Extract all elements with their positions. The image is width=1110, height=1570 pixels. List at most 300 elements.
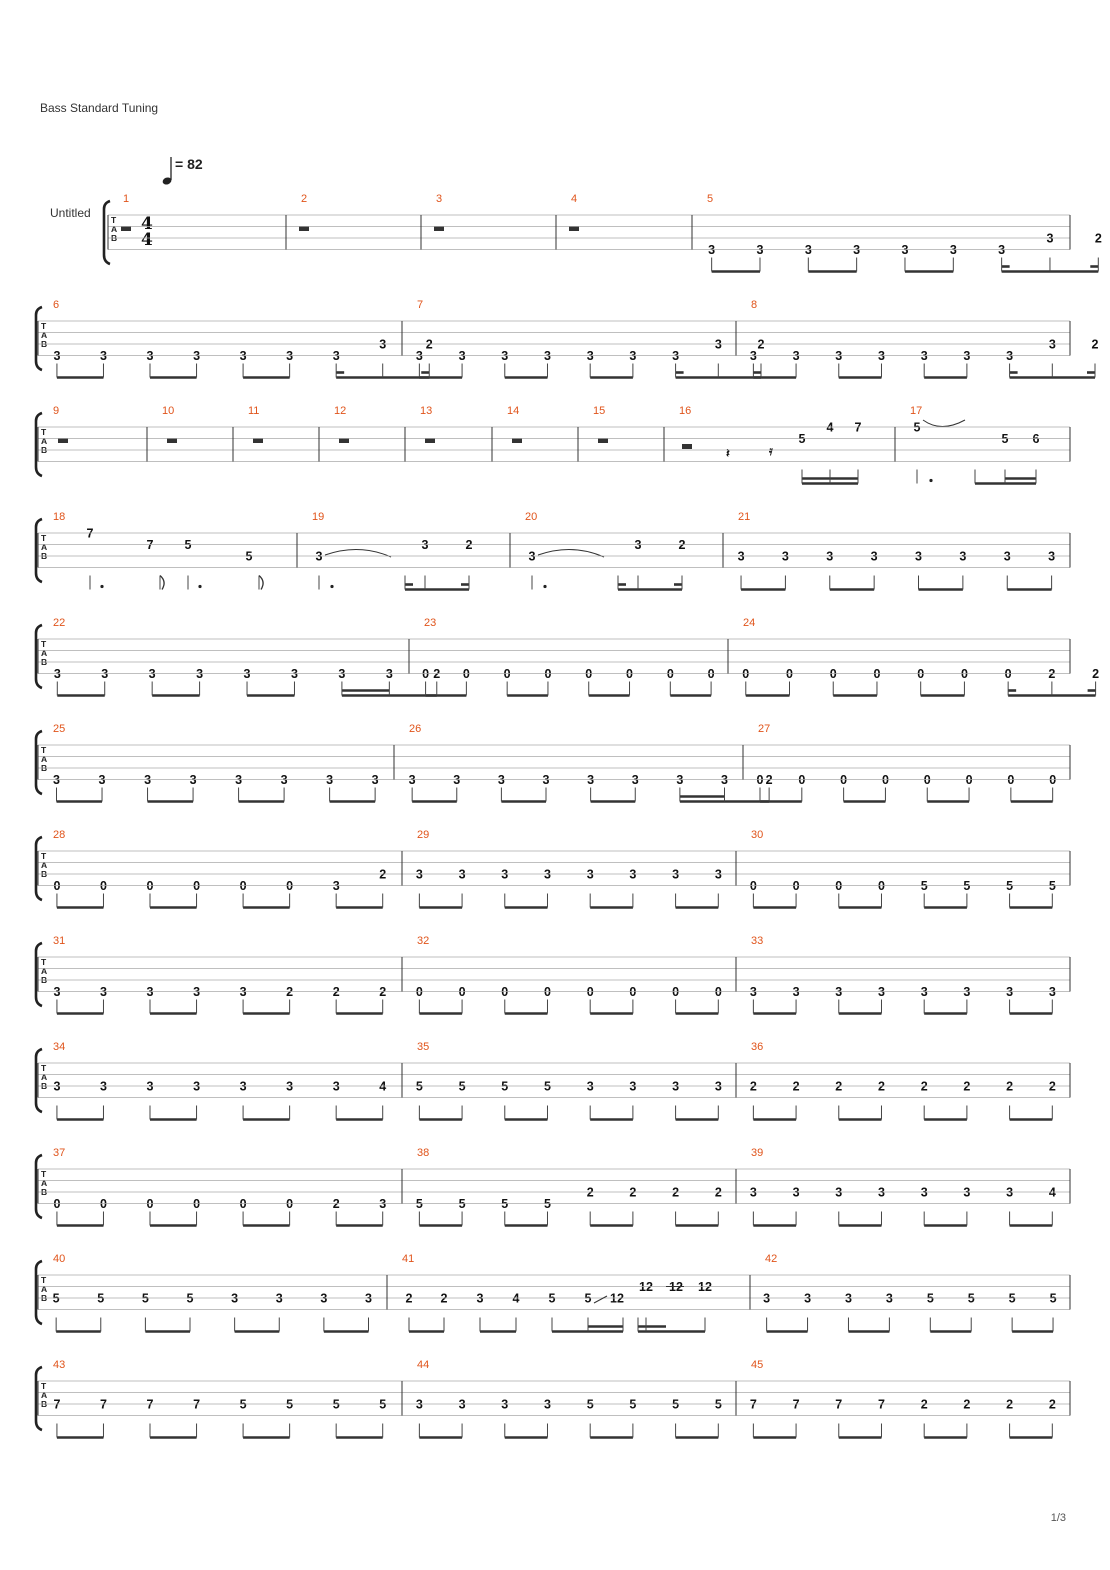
fret-number: 3 <box>243 667 251 681</box>
tab-clef-letter: A <box>41 542 48 552</box>
fret-number: 3 <box>146 985 154 999</box>
tab-clef-letter: B <box>41 339 48 349</box>
fret-number: 3 <box>53 349 61 363</box>
fret-number: 0 <box>462 667 470 681</box>
measure-number: 19 <box>312 511 325 523</box>
measure-number: 33 <box>751 935 764 947</box>
fret-number: 5 <box>245 549 253 564</box>
tab-clef-letter: B <box>41 1081 48 1091</box>
fret-number: 2 <box>1048 1079 1056 1094</box>
measure-27 <box>756 723 1058 802</box>
fret-number: 5 <box>415 1197 423 1211</box>
fret-number: 2 <box>792 1079 800 1094</box>
fret-number: 5 <box>458 1079 466 1094</box>
fret-number: 5 <box>52 1291 60 1306</box>
fret-number: 0 <box>422 667 430 681</box>
fret-number: 3 <box>672 867 680 882</box>
fret-number: 5 <box>963 879 971 893</box>
fret-number: 3 <box>286 349 294 363</box>
fret-number: 5 <box>184 538 192 552</box>
fret-number: 5 <box>672 1397 680 1412</box>
measure-30 <box>749 829 1057 908</box>
fret-number: 3 <box>586 349 594 363</box>
measure-40 <box>52 1253 373 1332</box>
fret-number: 0 <box>193 1197 201 1211</box>
dot <box>330 585 333 588</box>
fret-number: 3 <box>756 243 764 257</box>
tab-clef-letter: B <box>41 869 48 879</box>
fret-number: 3 <box>870 549 878 564</box>
tab-system <box>36 723 1057 802</box>
fret-number: 3 <box>963 985 971 999</box>
measure-38 <box>415 1147 723 1226</box>
fret-number: 2 <box>963 1079 971 1094</box>
tie <box>923 420 965 427</box>
measure-number: 7 <box>417 299 424 311</box>
measure-12 <box>334 405 349 443</box>
fret-number: 0 <box>714 985 722 999</box>
time-signature-bottom: 4 <box>141 230 153 250</box>
fret-number: 0 <box>878 879 885 893</box>
fret-number: 3 <box>239 1079 247 1094</box>
fret-number: 3 <box>629 867 637 882</box>
fret-number: 0 <box>544 667 552 681</box>
measure-number: 41 <box>402 1253 415 1265</box>
fret-number: 12 <box>610 1291 624 1306</box>
measure-19 <box>312 511 474 590</box>
fret-number: 3 <box>714 867 722 882</box>
measure-13 <box>420 405 435 443</box>
fret-number: 0 <box>146 1197 154 1211</box>
fret-number: 0 <box>917 667 925 681</box>
fret-number: 3 <box>193 349 201 363</box>
fret-number: 2 <box>629 1185 637 1200</box>
fret-number: 0 <box>53 879 61 893</box>
fret-number: 3 <box>920 349 928 363</box>
fret-number: 3 <box>453 773 461 787</box>
fret-number: 3 <box>421 538 429 552</box>
fret-number: 2 <box>1094 231 1102 246</box>
measure-33 <box>749 935 1057 1014</box>
fret-number: 5 <box>920 879 928 893</box>
fret-number: 2 <box>963 1397 971 1412</box>
tab-clef-letter: B <box>41 763 48 773</box>
measure-10 <box>162 405 177 443</box>
fret-number: 7 <box>99 1397 107 1412</box>
fret-number: 3 <box>835 985 843 999</box>
tab-system <box>36 511 1056 590</box>
fret-number: 7 <box>193 1397 201 1412</box>
fret-number: 0 <box>923 773 931 787</box>
fret-number: 0 <box>835 879 843 893</box>
measure-23 <box>421 617 716 696</box>
fret-number: 5 <box>415 1079 423 1094</box>
tab-system <box>36 1041 1057 1120</box>
time-signature-top: 4 <box>141 214 153 234</box>
fret-number: 0 <box>286 1197 294 1211</box>
tab-clef-letter: A <box>41 1284 48 1294</box>
fret-number: 2 <box>379 867 387 882</box>
fret-number: 0 <box>881 773 889 787</box>
fret-number: 2 <box>286 985 294 999</box>
fret-number: 3 <box>315 549 323 564</box>
fret-number: 4 <box>1048 1185 1056 1200</box>
fret-number: 3 <box>835 349 843 363</box>
fret-number: 3 <box>920 1185 928 1200</box>
measure-number: 28 <box>53 829 66 841</box>
fret-number: 3 <box>629 349 637 363</box>
tuning-label: Bass Standard Tuning <box>40 101 159 115</box>
fret-number: 3 <box>193 1079 201 1094</box>
fret-number: 6 <box>1032 432 1040 446</box>
fret-number: 2 <box>1048 667 1056 681</box>
fret-number: 3 <box>949 243 957 257</box>
fret-number: 3 <box>458 867 466 882</box>
fret-number: 3 <box>878 985 885 999</box>
fret-number: 12 <box>698 1280 712 1294</box>
fret-number: 3 <box>1048 549 1056 564</box>
measure-number: 12 <box>334 405 347 417</box>
measure-number: 35 <box>417 1041 430 1053</box>
tab-clef-letter: A <box>41 330 48 340</box>
measure-number: 40 <box>53 1253 66 1265</box>
measure-25 <box>52 723 380 802</box>
tab-clef-letter: A <box>41 754 48 764</box>
fret-number: 7 <box>792 1397 800 1412</box>
fret-number: 0 <box>503 667 511 681</box>
tab-system <box>36 1359 1057 1438</box>
fret-number: 0 <box>458 985 466 999</box>
measure-number: 2 <box>301 193 308 205</box>
fret-number: 3 <box>146 1079 154 1094</box>
fret-number: 4 <box>379 1079 387 1094</box>
fret-number: 3 <box>53 985 61 999</box>
measure-number: 36 <box>751 1041 764 1053</box>
fret-number: 2 <box>1006 1397 1014 1412</box>
tab-system <box>36 405 1041 484</box>
fret-number: 3 <box>835 1185 843 1200</box>
fret-number: 3 <box>1048 337 1056 352</box>
fret-number: 3 <box>99 349 107 363</box>
slide <box>594 1296 607 1303</box>
fret-number: 2 <box>749 1079 757 1094</box>
measure-4 <box>569 193 579 231</box>
fret-number: 2 <box>714 1185 722 1200</box>
fret-number: 2 <box>1091 337 1099 352</box>
fret-number: 3 <box>231 1291 239 1306</box>
fret-number: 3 <box>878 1185 885 1200</box>
tab-clef-letter: T <box>111 215 117 225</box>
measure-number: 5 <box>707 193 714 205</box>
dot <box>929 479 932 482</box>
measure-41 <box>402 1253 713 1332</box>
measure-number: 23 <box>424 617 437 629</box>
tab-clef-letter: T <box>41 321 47 331</box>
fret-number: 4 <box>512 1291 520 1306</box>
fret-number: 7 <box>146 1397 154 1412</box>
tab-clef-letter: B <box>41 445 48 455</box>
flag <box>160 576 164 590</box>
fret-number: 5 <box>586 1397 594 1412</box>
fret-number: 3 <box>146 349 154 363</box>
measure-16 <box>679 405 863 484</box>
measure-37 <box>52 1147 387 1226</box>
measure-number: 14 <box>507 405 520 417</box>
measure-15 <box>593 405 608 443</box>
tab-clef-letter: B <box>41 1399 48 1409</box>
fret-number: 2 <box>878 1079 885 1094</box>
measure-2 <box>299 193 309 231</box>
half-rest <box>682 444 692 449</box>
measure-34 <box>52 1041 387 1120</box>
fret-number: 2 <box>757 337 765 352</box>
tempo-text: = 82 <box>175 156 203 172</box>
fret-number: 5 <box>548 1291 556 1306</box>
tab-system <box>36 935 1057 1014</box>
measure-number: 17 <box>910 405 923 417</box>
fret-number: 0 <box>146 879 154 893</box>
fret-number: 5 <box>97 1291 105 1306</box>
measure-44 <box>415 1359 723 1438</box>
measure-number: 37 <box>53 1147 66 1159</box>
flag <box>259 576 263 590</box>
fret-number: 0 <box>626 667 633 681</box>
measure-31 <box>52 935 387 1014</box>
measure-number: 21 <box>738 511 751 523</box>
tab-clef-letter: B <box>41 551 48 561</box>
fret-number: 3 <box>235 773 243 787</box>
fret-number: 3 <box>920 985 928 999</box>
fret-number: 3 <box>189 773 197 787</box>
dot <box>198 585 201 588</box>
fret-number: 3 <box>196 667 204 681</box>
fret-number: 0 <box>585 667 593 681</box>
tab-clef-letter: T <box>41 851 47 861</box>
fret-number: 3 <box>586 867 594 882</box>
measure-1 <box>121 193 131 231</box>
page-number: 1/3 <box>1050 1512 1066 1524</box>
fret-number: 0 <box>286 879 294 893</box>
fret-number: 3 <box>497 773 505 787</box>
fret-number: 3 <box>1003 549 1011 564</box>
fret-number: 3 <box>371 773 379 787</box>
tab-clef-letter: A <box>41 648 48 658</box>
fret-number: 3 <box>415 867 423 882</box>
fret-number: 3 <box>385 667 393 681</box>
fret-number: 3 <box>544 867 551 882</box>
fret-number: 3 <box>737 549 745 564</box>
fret-number: 5 <box>967 1291 975 1306</box>
tab-clef-letter: B <box>41 1187 48 1197</box>
fret-number: 3 <box>749 985 757 999</box>
fret-number: 3 <box>458 349 466 363</box>
fret-number: 5 <box>1008 1291 1016 1306</box>
fret-number: 3 <box>320 1291 328 1306</box>
fret-number: 4 <box>826 420 834 435</box>
measure-number: 4 <box>571 193 578 205</box>
tab-clef-letter: B <box>41 1293 48 1303</box>
fret-number: 0 <box>53 1197 61 1211</box>
measure-21 <box>737 511 1057 590</box>
tab-clef-letter: T <box>41 1169 47 1179</box>
fret-number: 3 <box>332 1079 340 1094</box>
fret-number: 3 <box>286 1079 294 1094</box>
measure-number: 1 <box>123 193 130 205</box>
fret-number: 3 <box>544 349 551 363</box>
fret-number: 3 <box>98 773 106 787</box>
fret-number: 3 <box>193 985 201 999</box>
fret-number: 5 <box>629 1397 637 1412</box>
measure-number: 25 <box>53 723 66 735</box>
fret-number: 3 <box>749 1185 757 1200</box>
fret-number: 3 <box>634 538 642 552</box>
fret-number: 2 <box>920 1079 928 1094</box>
measure-9 <box>53 405 68 443</box>
tab-clef-letter: A <box>41 966 48 976</box>
tab-clef-letter: A <box>41 436 48 446</box>
fret-number: 0 <box>1004 667 1012 681</box>
fret-number: 7 <box>53 1397 61 1412</box>
fret-number: 3 <box>1048 985 1056 999</box>
fret-number: 3 <box>239 349 247 363</box>
fret-number: 5 <box>239 1397 247 1412</box>
measure-number: 3 <box>436 193 443 205</box>
measure-number: 26 <box>409 723 422 735</box>
fret-number: 3 <box>544 1397 551 1412</box>
fret-number: 2 <box>405 1291 413 1306</box>
fret-number: 2 <box>1048 1397 1056 1412</box>
tab-clef-letter: T <box>41 745 47 755</box>
fret-number: 0 <box>749 879 757 893</box>
tab-clef-letter: T <box>41 639 47 649</box>
tab-clef-letter: A <box>41 1072 48 1082</box>
fret-number: 5 <box>798 432 806 446</box>
fret-number: 3 <box>501 1397 509 1412</box>
fret-number: 3 <box>804 1291 812 1306</box>
fret-number: 0 <box>629 985 637 999</box>
fret-number: 3 <box>781 549 789 564</box>
measure-3 <box>434 193 444 231</box>
measure-number: 38 <box>417 1147 430 1159</box>
fret-number: 3 <box>379 1197 387 1211</box>
measure-number: 9 <box>53 405 60 417</box>
fret-number: 2 <box>835 1079 843 1094</box>
fret-number: 3 <box>714 1079 722 1094</box>
fret-number: 0 <box>239 879 247 893</box>
measure-29 <box>415 829 723 908</box>
measure-number: 43 <box>53 1359 66 1371</box>
tab-clef-letter: T <box>41 957 47 967</box>
fret-number: 3 <box>963 1185 971 1200</box>
measure-18 <box>53 511 263 590</box>
fret-number: 7 <box>86 526 94 541</box>
fret-number: 3 <box>853 243 861 257</box>
fret-number: 3 <box>415 349 423 363</box>
fret-number: 3 <box>714 337 722 352</box>
fret-number: 3 <box>99 1079 107 1094</box>
fret-number: 3 <box>826 549 834 564</box>
fret-number: 3 <box>672 1079 680 1094</box>
measure-number: 24 <box>743 617 756 629</box>
measure-45 <box>749 1359 1057 1438</box>
fret-number: 0 <box>798 773 806 787</box>
fret-number: 3 <box>749 349 757 363</box>
fret-number: 3 <box>53 773 60 787</box>
tab-clef-letter: T <box>41 427 47 437</box>
fret-number: 2 <box>672 1185 680 1200</box>
fret-number: 3 <box>708 243 716 257</box>
tab-clef-letter: B <box>41 975 48 985</box>
fret-number: 3 <box>792 349 800 363</box>
fret-number: 3 <box>878 349 885 363</box>
measure-number: 8 <box>751 299 758 311</box>
fret-number: 3 <box>528 549 536 564</box>
fret-number: 0 <box>99 1197 107 1211</box>
fret-number: 3 <box>415 1397 423 1412</box>
fret-number: 0 <box>501 985 509 999</box>
fret-number: 3 <box>1006 985 1014 999</box>
fret-number: 3 <box>144 773 152 787</box>
fret-number: 0 <box>829 667 837 681</box>
fret-number: 3 <box>844 1291 852 1306</box>
sixteenth-rest: 𝄿 <box>769 444 773 458</box>
fret-number: 5 <box>544 1197 551 1211</box>
fret-number: 3 <box>542 773 550 787</box>
fret-number: 3 <box>101 667 109 681</box>
fret-number: 2 <box>440 1291 448 1306</box>
fret-number: 3 <box>672 349 680 363</box>
tab-clef-letter: T <box>41 1381 47 1391</box>
measure-number: 11 <box>248 405 260 417</box>
fret-number: 5 <box>379 1397 387 1412</box>
fret-number: 5 <box>141 1291 149 1306</box>
measure-number: 45 <box>751 1359 764 1371</box>
fret-number: 5 <box>913 420 921 435</box>
fret-number: 2 <box>920 1397 928 1412</box>
fret-number: 0 <box>792 879 800 893</box>
fret-number: 0 <box>666 667 674 681</box>
fret-number: 5 <box>1006 879 1014 893</box>
fret-number: 2 <box>332 1197 340 1211</box>
fret-number: 2 <box>425 337 433 352</box>
measure-35 <box>415 1041 723 1120</box>
fret-number: 3 <box>280 773 288 787</box>
fret-number: 0 <box>960 667 968 681</box>
fret-number: 3 <box>458 1397 466 1412</box>
fret-number: 2 <box>433 667 441 681</box>
fret-number: 2 <box>379 985 387 999</box>
fret-number: 0 <box>840 773 848 787</box>
measure-number: 20 <box>525 511 538 523</box>
measure-number: 22 <box>53 617 66 629</box>
measure-20 <box>525 511 687 590</box>
tab-clef-letter: A <box>41 1390 48 1400</box>
fret-number: 0 <box>415 985 423 999</box>
fret-number: 3 <box>1006 1185 1014 1200</box>
fret-number: 3 <box>792 985 800 999</box>
fret-number: 3 <box>338 667 346 681</box>
fret-number: 12 <box>639 1280 653 1294</box>
tab-clef-letter: T <box>41 1063 47 1073</box>
fret-number: 3 <box>1006 349 1014 363</box>
fret-number: 5 <box>501 1197 509 1211</box>
measure-number: 18 <box>53 511 66 523</box>
fret-number: 3 <box>963 349 971 363</box>
fret-number: 0 <box>1007 773 1015 787</box>
fret-number: 3 <box>676 773 684 787</box>
fret-number: 2 <box>765 773 773 787</box>
measure-number: 39 <box>751 1147 764 1159</box>
